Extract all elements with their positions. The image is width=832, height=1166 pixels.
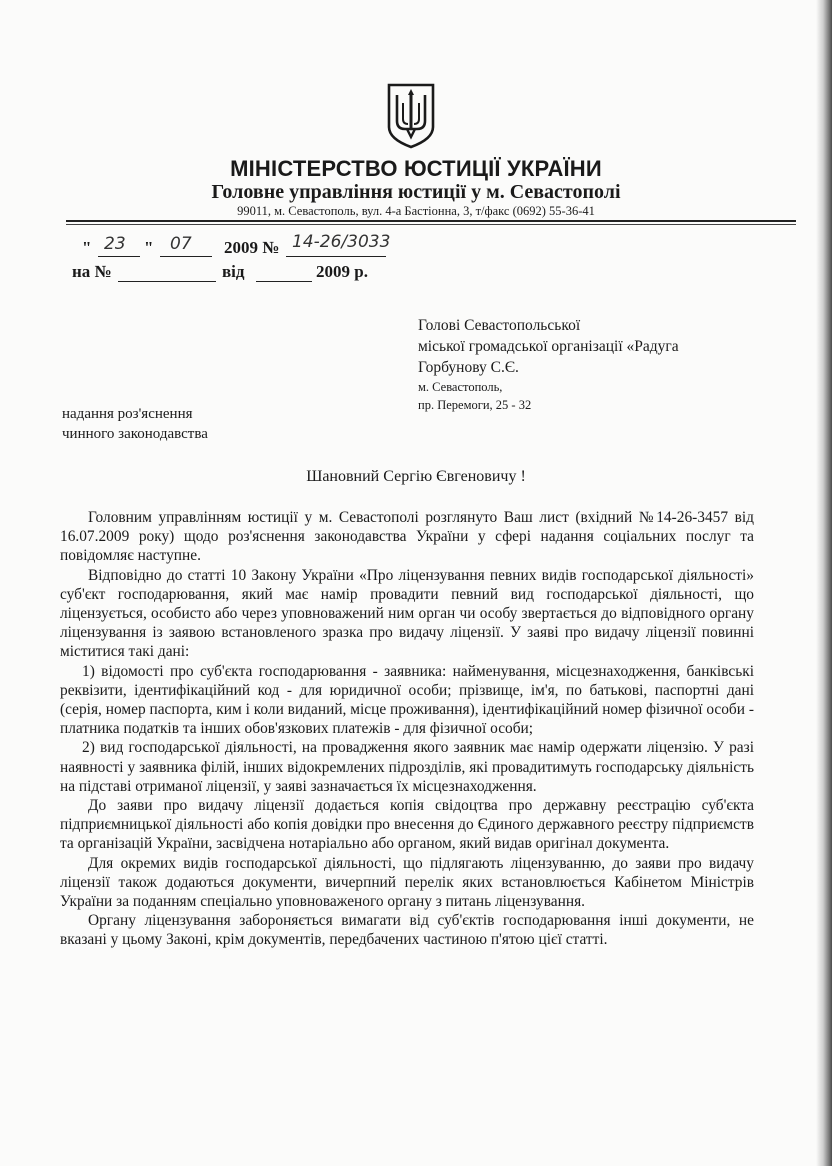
date-quote-open: "	[82, 238, 92, 257]
date-month-handwritten: 07	[170, 234, 192, 254]
letterhead-address: 99011, м. Севастополь, вул. 4-а Бастіонна, 3, т/факс (0692) 55-36-41	[237, 204, 595, 218]
body-paragraph: Органу ліцензування забороняється вимагати від суб'єктів господарювання інші документи, не вказані у цьому Законі, крім документів, передбачених частиною п'ятою цієї статті.	[60, 912, 754, 949]
letter-subject	[62, 404, 208, 444]
date-quote-close: "	[144, 238, 154, 257]
addressee-line-1: Голові Севастопольської	[418, 317, 581, 334]
addressee-line-2: міської громадської організації «Радуга	[418, 338, 679, 355]
month-underline	[160, 256, 212, 257]
body-paragraph: Головним управлінням юстиції у м. Севастополі розглянуто Ваш лист (вхідний №14-26-3457 від 16.07.2009 року) щодо роз'яснення законодавства України у сфері надання соціальних послуг та повідомляє наступне.	[60, 509, 754, 565]
addressee-city: м. Севастополь,	[418, 380, 503, 394]
reply-to-prefix: на №	[72, 262, 112, 281]
letterhead-divider	[66, 220, 796, 222]
body-paragraph: Відповідно до статті 10 Закону України «Про ліцензування певних видів господарської діяльності» суб'єкт господарювання, який має намір провадити певний вид господарської діяльності, що ліцензується, особисто або через уповноважений ним орган чи особу звертається до відповідного органу ліцензування із заявою встановленого зразка про видачу ліцензії. У заяві про видачу ліцензії повинні міститися такі дані:	[60, 566, 754, 661]
department-title: Головне управління юстиції у м. Севастополі	[211, 181, 621, 203]
outgoing-number-handwritten: 14-26/3033	[292, 232, 391, 252]
ministry-title: МІНІСТЕРСТВО ЮСТИЦІЇ УКРАЇНИ	[230, 156, 602, 181]
subject-line-1: надання роз'яснення	[62, 406, 193, 422]
letterhead-divider-thin	[66, 224, 796, 225]
letter-body	[60, 508, 754, 950]
body-paragraph: До заяви про видачу ліцензії додається копія свідоцтва про державну реєстрацію суб'єкта підприємницької діяльності або копія довідки про внесення до Єдиного державного реєстру підприємств та організацій України, засвідчена нотаріально або органом, який видав оригінал документа.	[60, 797, 754, 853]
body-paragraph: Для окремих видів господарської діяльності, що підлягають ліцензуванню, до заяви про видачу ліцензії також додаються документи, вичерпний перелік яких встановлюється Кабінетом Міністрів України за поданням спеціально уповноваженого органу з питань ліцензування.	[60, 854, 754, 911]
date-day-handwritten: 23	[104, 234, 126, 254]
reply-from-label: від	[222, 262, 245, 281]
trident-emblem-icon	[386, 83, 436, 149]
subject-line-2: чинного законодавства	[62, 426, 208, 442]
day-underline	[98, 256, 140, 257]
salutation: Шановний Сергію Євгеновичу !	[306, 468, 526, 485]
body-list-item: 2) вид господарської діяльності, на провадження якого заявник має намір одержати ліцензію. У разі наявності у заявника філій, інших відокремлених підрозділів, які провадитимуть господарську діяльність на підставі отриманої ліцензії, у заяві зазначається їх місцезнаходження.	[60, 739, 754, 795]
addressee-block	[418, 315, 679, 414]
outgoing-year-prefix: 2009 №	[224, 238, 280, 257]
reply-year: 2009 р.	[316, 262, 368, 281]
addressee-street: пр. Перемоги, 25 - 32	[418, 398, 532, 412]
reply-number-underline	[118, 281, 216, 282]
body-list-item: 1) відомості про суб'єкта господарювання - заявника: найменування, місцезнаходження, банківські реквізити, ідентифікаційний код - для юридичної особи; прізвище, ім'я, по батькові, паспортні дані (серія, номер паспорта, ким і коли виданий, місце проживання), ідентифікаційний номер фізичної особи - платника податків та інших обов'язкових платежів - для фізичної особи;	[60, 662, 754, 738]
number-underline	[286, 256, 386, 257]
reply-date-underline	[256, 281, 312, 282]
addressee-name: Горбунову С.Є.	[418, 359, 519, 376]
